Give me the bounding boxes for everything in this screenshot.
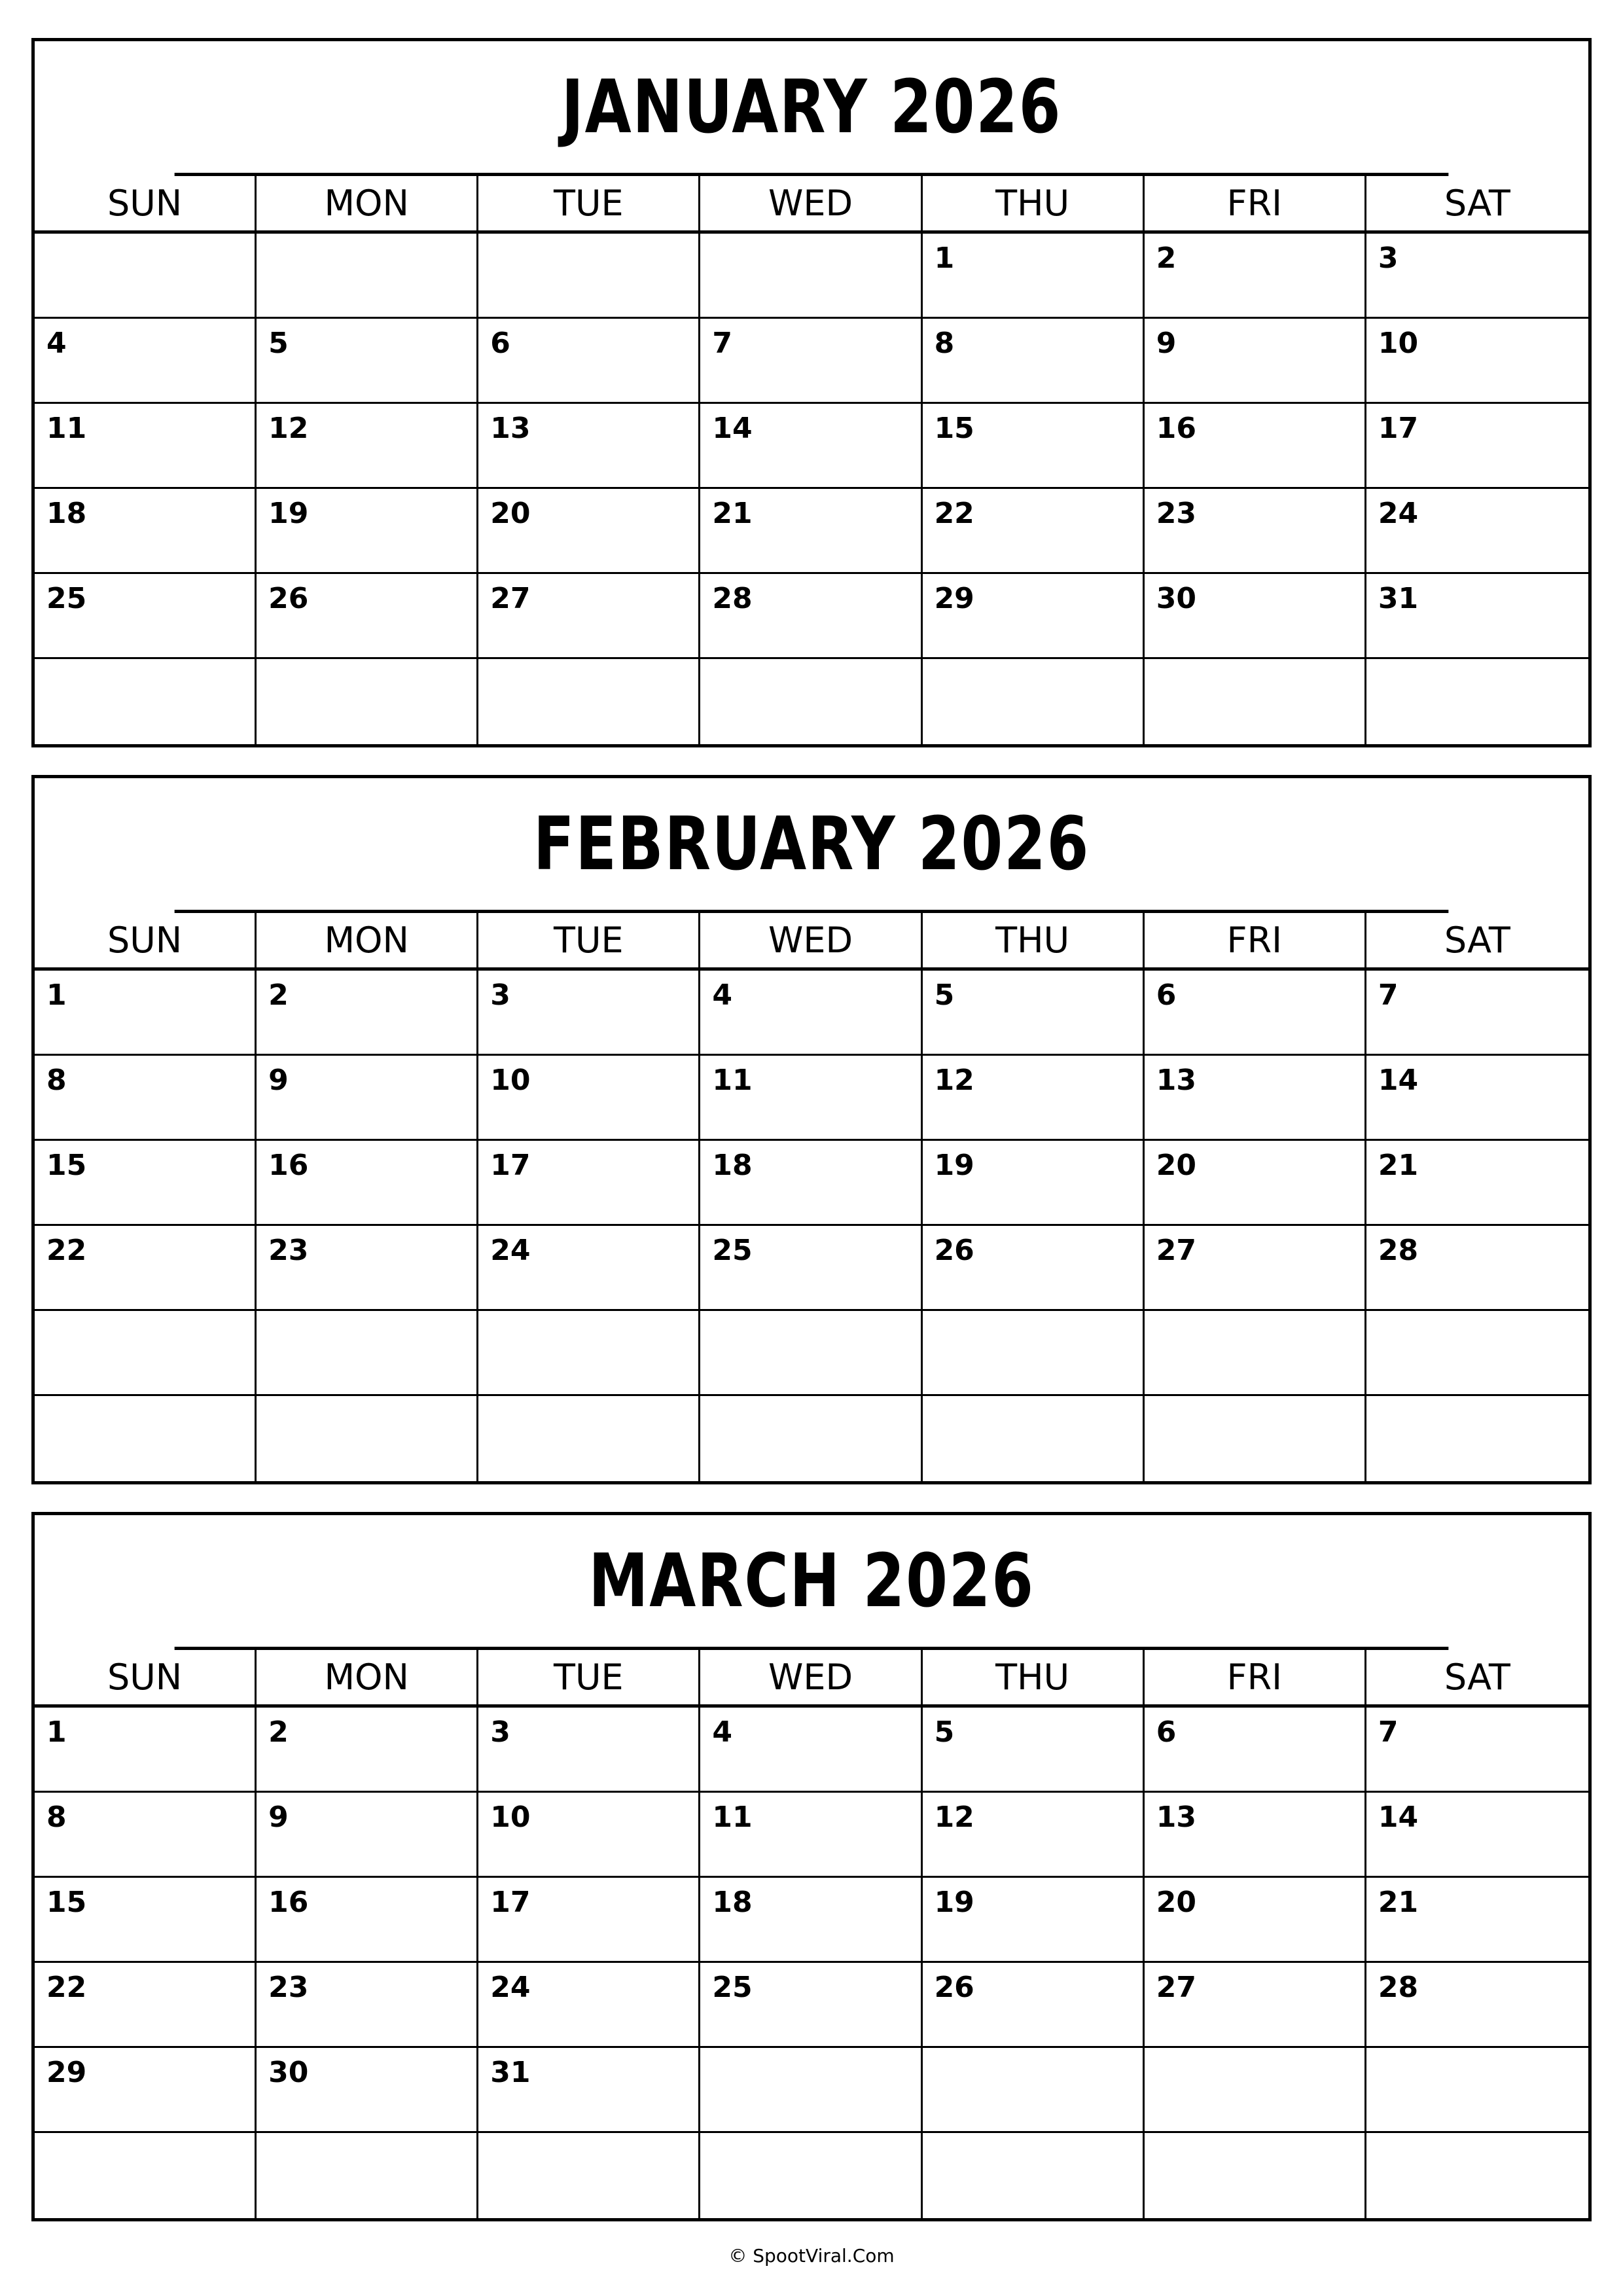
day-cell: [1145, 1396, 1366, 1481]
day-cell: 17: [478, 1878, 700, 1963]
day-cell: [1366, 659, 1588, 744]
day-cell: 2: [1145, 234, 1366, 319]
day-cell: 16: [257, 1878, 478, 1963]
day-cell: 10: [1366, 319, 1588, 404]
day-cell: [257, 2133, 478, 2218]
day-cell: 13: [1145, 1793, 1366, 1878]
day-cell: [257, 659, 478, 744]
day-cell: 23: [1145, 489, 1366, 574]
day-cell: 26: [923, 1226, 1145, 1311]
day-cell: 28: [1366, 1963, 1588, 2048]
day-cell: 24: [1366, 489, 1588, 574]
day-cell: [923, 1311, 1145, 1396]
day-cell: 10: [478, 1793, 700, 1878]
day-cell: [923, 1396, 1145, 1481]
day-cell: 9: [257, 1793, 478, 1878]
day-cell: 14: [1366, 1056, 1588, 1141]
day-cell: [35, 2133, 257, 2218]
day-cell: 6: [1145, 971, 1366, 1056]
month-calendar-february: [31, 775, 1592, 1484]
day-cell: [1145, 2048, 1366, 2133]
day-cell: 28: [700, 574, 922, 659]
day-cell: 9: [1145, 319, 1366, 404]
day-cell: [1145, 659, 1366, 744]
day-cell: [478, 1396, 700, 1481]
day-cell: 23: [257, 1963, 478, 2048]
day-cell: 15: [35, 1878, 257, 1963]
day-cell: [35, 234, 257, 319]
month-calendar-march: [31, 1512, 1592, 2221]
day-cell: 7: [1366, 971, 1588, 1056]
day-cell: 19: [923, 1878, 1145, 1963]
day-cell: 4: [700, 971, 922, 1056]
day-cell: 16: [257, 1141, 478, 1226]
day-cell: 9: [257, 1056, 478, 1141]
weekday-header: TUE: [478, 913, 700, 971]
day-cell: 12: [923, 1056, 1145, 1141]
day-cell: 15: [923, 404, 1145, 489]
day-cell: [35, 659, 257, 744]
weekday-header: MON: [257, 913, 478, 971]
day-cell: [1145, 2133, 1366, 2218]
day-cell: [1366, 1311, 1588, 1396]
day-cell: 14: [1366, 1793, 1588, 1878]
weekday-header: WED: [700, 176, 922, 234]
day-cell: 22: [923, 489, 1145, 574]
day-cell: 11: [700, 1056, 922, 1141]
day-cell: [923, 2133, 1145, 2218]
day-cell: [1366, 1396, 1588, 1481]
day-cell: [35, 1311, 257, 1396]
day-cell: 4: [35, 319, 257, 404]
weekday-header: FRI: [1145, 1650, 1366, 1708]
day-cell: 11: [35, 404, 257, 489]
weekday-header: FRI: [1145, 913, 1366, 971]
day-cell: 21: [700, 489, 922, 574]
day-cell: [700, 659, 922, 744]
weekday-header: SAT: [1366, 176, 1588, 234]
day-cell: 27: [1145, 1226, 1366, 1311]
weekday-header: TUE: [478, 176, 700, 234]
day-cell: 3: [1366, 234, 1588, 319]
day-cell: [257, 1311, 478, 1396]
day-cell: 18: [700, 1878, 922, 1963]
day-cell: 7: [1366, 1708, 1588, 1793]
day-cell: 19: [257, 489, 478, 574]
day-cell: 24: [478, 1963, 700, 2048]
day-cell: [478, 234, 700, 319]
day-cell: 26: [923, 1963, 1145, 2048]
weekday-header: THU: [923, 913, 1145, 971]
day-cell: 18: [700, 1141, 922, 1226]
day-cell: 24: [478, 1226, 700, 1311]
day-cell: 29: [35, 2048, 257, 2133]
day-cell: 31: [1366, 574, 1588, 659]
day-cell: 1: [923, 234, 1145, 319]
day-cell: 17: [1366, 404, 1588, 489]
day-cell: 6: [478, 319, 700, 404]
day-cell: 16: [1145, 404, 1366, 489]
day-cell: 30: [1145, 574, 1366, 659]
day-cell: 2: [257, 1708, 478, 1793]
weekday-header: THU: [923, 176, 1145, 234]
day-cell: 27: [478, 574, 700, 659]
day-cell: 17: [478, 1141, 700, 1226]
day-cell: 2: [257, 971, 478, 1056]
day-cell: [478, 659, 700, 744]
day-cell: 28: [1366, 1226, 1588, 1311]
day-cell: 7: [700, 319, 922, 404]
day-cell: 23: [257, 1226, 478, 1311]
day-cell: [923, 2048, 1145, 2133]
day-cell: 18: [35, 489, 257, 574]
day-cell: 25: [700, 1963, 922, 2048]
day-cell: 21: [1366, 1141, 1588, 1226]
day-cell: 11: [700, 1793, 922, 1878]
day-cell: [1145, 1311, 1366, 1396]
month-title: MARCH 2026: [175, 1515, 1449, 1650]
day-cell: 13: [1145, 1056, 1366, 1141]
day-cell: [700, 1396, 922, 1481]
day-cell: 10: [478, 1056, 700, 1141]
weekday-header: WED: [700, 1650, 922, 1708]
day-cell: 3: [478, 1708, 700, 1793]
day-cell: [257, 234, 478, 319]
month-title: FEBRUARY 2026: [175, 778, 1449, 913]
month-title: JANUARY 2026: [175, 41, 1449, 176]
day-cell: 8: [35, 1056, 257, 1141]
day-cell: 14: [700, 404, 922, 489]
day-cell: [700, 234, 922, 319]
calendar-grid: [35, 1650, 1588, 2218]
day-cell: 15: [35, 1141, 257, 1226]
day-cell: 20: [478, 489, 700, 574]
day-cell: [923, 659, 1145, 744]
day-cell: 13: [478, 404, 700, 489]
day-cell: 1: [35, 971, 257, 1056]
day-cell: [478, 2133, 700, 2218]
day-cell: [35, 1396, 257, 1481]
day-cell: [1366, 2133, 1588, 2218]
day-cell: 5: [257, 319, 478, 404]
calendar-grid: [35, 176, 1588, 744]
day-cell: 31: [478, 2048, 700, 2133]
weekday-header: WED: [700, 913, 922, 971]
day-cell: [700, 2133, 922, 2218]
day-cell: 20: [1145, 1141, 1366, 1226]
day-cell: 5: [923, 971, 1145, 1056]
weekday-header: THU: [923, 1650, 1145, 1708]
day-cell: [1366, 2048, 1588, 2133]
weekday-header: SAT: [1366, 1650, 1588, 1708]
day-cell: 8: [923, 319, 1145, 404]
weekday-header: MON: [257, 176, 478, 234]
day-cell: 3: [478, 971, 700, 1056]
day-cell: 20: [1145, 1878, 1366, 1963]
day-cell: 29: [923, 574, 1145, 659]
day-cell: 21: [1366, 1878, 1588, 1963]
weekday-header: TUE: [478, 1650, 700, 1708]
day-cell: [257, 1396, 478, 1481]
day-cell: 1: [35, 1708, 257, 1793]
weekday-header: SUN: [35, 913, 257, 971]
day-cell: 6: [1145, 1708, 1366, 1793]
day-cell: 22: [35, 1226, 257, 1311]
day-cell: 19: [923, 1141, 1145, 1226]
weekday-header: SUN: [35, 176, 257, 234]
day-cell: 12: [257, 404, 478, 489]
weekday-header: FRI: [1145, 176, 1366, 234]
day-cell: 25: [700, 1226, 922, 1311]
weekday-header: MON: [257, 1650, 478, 1708]
month-calendar-january: [31, 38, 1592, 747]
calendar-grid: [35, 913, 1588, 1481]
day-cell: 22: [35, 1963, 257, 2048]
day-cell: 8: [35, 1793, 257, 1878]
day-cell: 5: [923, 1708, 1145, 1793]
day-cell: [700, 2048, 922, 2133]
weekday-header: SAT: [1366, 913, 1588, 971]
day-cell: [478, 1311, 700, 1396]
day-cell: 26: [257, 574, 478, 659]
day-cell: 4: [700, 1708, 922, 1793]
day-cell: 27: [1145, 1963, 1366, 2048]
day-cell: 12: [923, 1793, 1145, 1878]
day-cell: 30: [257, 2048, 478, 2133]
day-cell: 25: [35, 574, 257, 659]
day-cell: [700, 1311, 922, 1396]
copyright-footer[interactable]: © SpootViral.Com: [728, 2245, 895, 2267]
weekday-header: SUN: [35, 1650, 257, 1708]
